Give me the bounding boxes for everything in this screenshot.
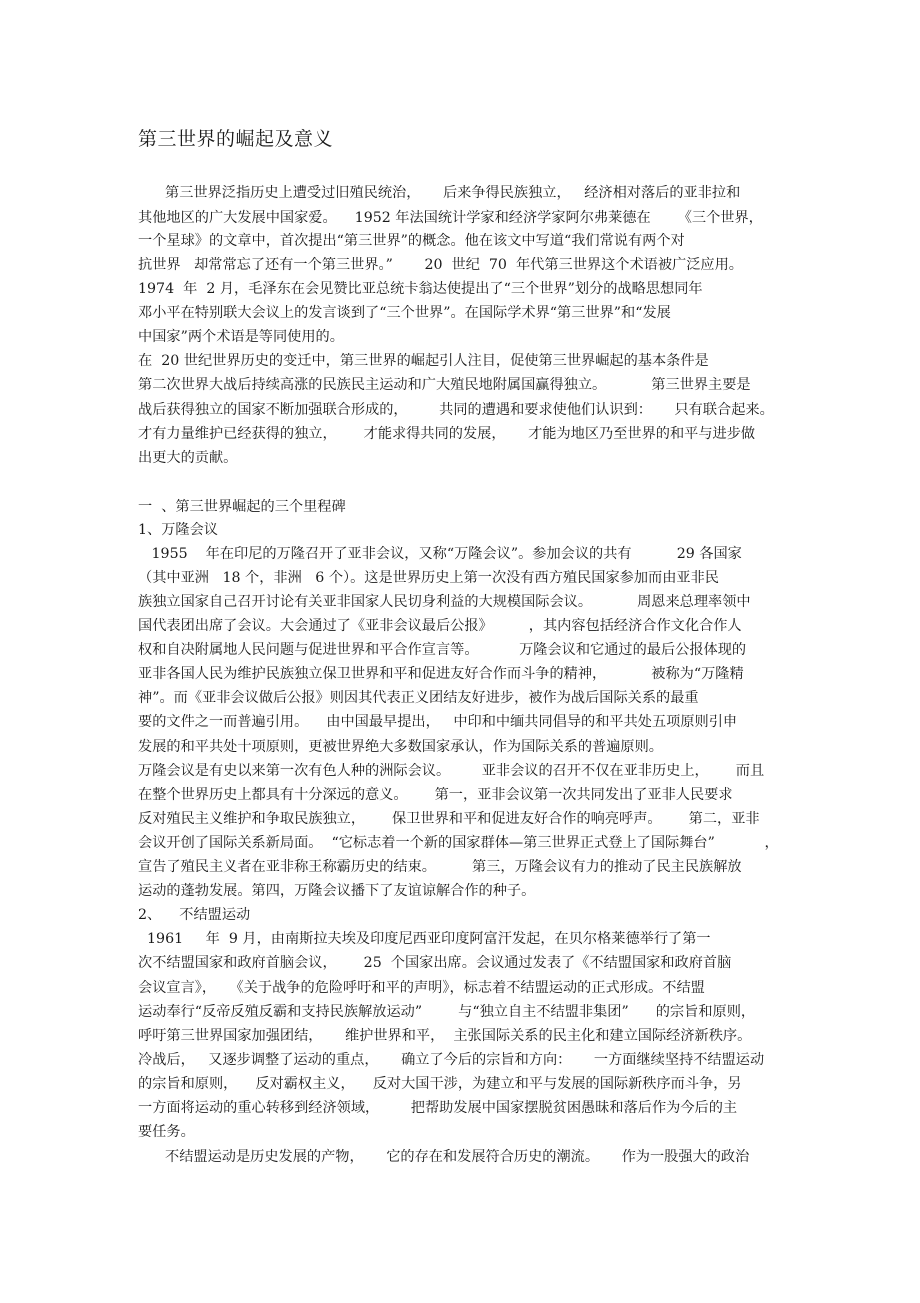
text-line: 的宗旨和原则， 反对霸权主义， 反对大国干涉，为建立和平与发展的国际新秩序而斗争，另 [138,1076,742,1092]
text-line: 反对殖民主义维护和争取民族独立， 保卫世界和平和促进友好合作的响亮呼声。 第二，亚非 [138,811,760,827]
text-line: 出更大的贡献。 [138,450,238,466]
text-line: 在整个世界历史上都具有十分深远的意义。 第一，亚非会议第一次共同发出了亚非人民要求 [138,787,733,803]
text-line: 第三世界泛指历史上遭受过旧殖民统治， 后来争得民族独立， 经济相对落后的亚非拉和 [138,185,741,201]
text-line: 一 、第三世界崛起的三个里程碑 [138,499,346,515]
text-line: 族独立国家自己召开讨论有关亚非国家人民切身利益的大规模国际会议。 周恩来总理率领中 [138,594,751,610]
text-line: 1974 年 2 月，毛泽东在会见赞比亚总统卡翁达使提出了“三个世界”划分的战略思想同年 [138,281,703,297]
text-line: 战后获得独立的国家不断加强联合形成的， 共同的遭遇和要求使他们认识到： 只有联合起来。 [138,402,774,418]
text-line: 第二次世界大战后持续高涨的民族民主运动和广大殖民地附属国赢得独立。 第三世界主要是 [138,377,751,393]
text-line: 运动奉行“反帝反殖反霸和支持民族解放运动” 与“独立自主不结盟非集团” 的宗旨和原则， [138,1004,756,1020]
text-line: 冷战后， 又逐步调整了运动的重点， 确立了今后的宗旨和方向： 一方面继续坚持不结盟运动 [138,1052,765,1068]
text-line: 权和自决附属地人民问题与促进世界和平合作宣言等。 万隆会议和它通过的最后公报体现的 [138,642,747,658]
text-line: 国代表团出席了会议。大会通过了《亚非会议最后公报》 ，其内容包括经济合作文化合作人 [138,618,742,634]
text-line: 神”。而《亚非会议做后公报》则因其代表正义团结友好进步，被作为战后国际关系的最重 [138,690,699,706]
text-line: 万隆会议是有史以来第一次有色人种的洲际会议。 亚非会议的召开不仅在亚非历史上， 而且 [138,763,765,779]
text-line: 1961 年 9 月，由南斯拉夫埃及印度尼西亚印度阿富汗发起，在贝尔格莱德举行了第一 [138,931,711,947]
text-line: 要任务。 [138,1124,195,1140]
text-line: 中国家”两个术语是等同使用的。 [138,329,344,345]
text-line: 呼吁第三世界国家加强团结， 维护世界和平， 主张国际关系的民主化和建立国际经济新秩序。 [138,1028,752,1044]
text-line: 2、 不结盟运动 [138,907,251,923]
text-line: 才有力量维护已经获得的独立， 才能求得共同的发展， 才能为地区乃至世界的和平与进步做 [138,426,756,442]
text-line: 1、万隆会议 [138,522,218,538]
text-line: 运动的蓬勃发展。第四，万隆会议播下了友谊谅解合作的种子。 [138,883,536,899]
text-line: 次不结盟国家和政府首脑会议， 25 个国家出席。会议通过发表了《不结盟国家和政府首脑 [138,955,732,971]
text-line: 宣告了殖民主义者在亚非称王称霸历史的结束。 第三，万隆会议有力的推动了民主民族解放 [138,859,742,875]
text-line: 不结盟运动是历史发展的产物， 它的存在和发展符合历史的潮流。 作为一股强大的政治 [138,1149,750,1165]
text-line: 邓小平在特别联大会议上的发言谈到了“三个世界”。在国际学术界“第三世界”和“发展 [138,305,671,321]
text-line: 1955 年在印尼的万隆召开了亚非会议，又称“万隆会议”。参加会议的共有 29 各国家 [138,546,742,562]
text-line: 会议宣言》， 《关于战争的危险呼吁和平的声明》，标志着不结盟运动的正式形成。不结盟 [138,980,705,996]
text-line: 其他地区的广大发展中国家爱。 1952 年法国统计学家和经济学家阿尔弗莱德在 《三个世界， [138,210,763,226]
text-line: 发展的和平共处十项原则，更被世界绝大多数国家承认，作为国际关系的普遍原则。 [138,739,663,755]
text-line: 会议开创了国际关系新局面。 “它标志着一个新的国家群体—第三世界正式登上了国际舞台” ， [138,835,779,851]
text-line: 在 20 世纪世界历史的变迁中，第三世界的崛起引人注目，促使第三世界崛起的基本条件是 [138,353,709,369]
text-line: 要的文件之一而普遍引用。 由中国最早提出， 中印和中缅共同倡导的和平共处五项原则引申 [138,714,738,730]
document-title: 第三世界的崛起及意义 [138,128,334,150]
text-line: （其中亚洲 18 个，非洲 6 个）。这是世界历史上第一次没有西方殖民国家参加而由亚非民 [138,570,719,586]
text-line: 亚非各国人民为维护民族独立保卫世界和平和促进友好合作而斗争的精神， 被称为“万隆精 [138,666,744,682]
text-line: 一方面将运动的重心转移到经济领域， 把帮助发展中国家摆脱贫困愚昧和落后作为今后的主 [138,1100,738,1116]
text-line: 抗世界 却常常忘了还有一个第三世界。” 20 世纪 70 年代第三世界这个术语被广泛应用。 [138,257,743,273]
text-line: 一个星球》的文章中，首次提出“第三世界”的概念。他在该文中写道“我们常说有两个对 [138,233,685,249]
